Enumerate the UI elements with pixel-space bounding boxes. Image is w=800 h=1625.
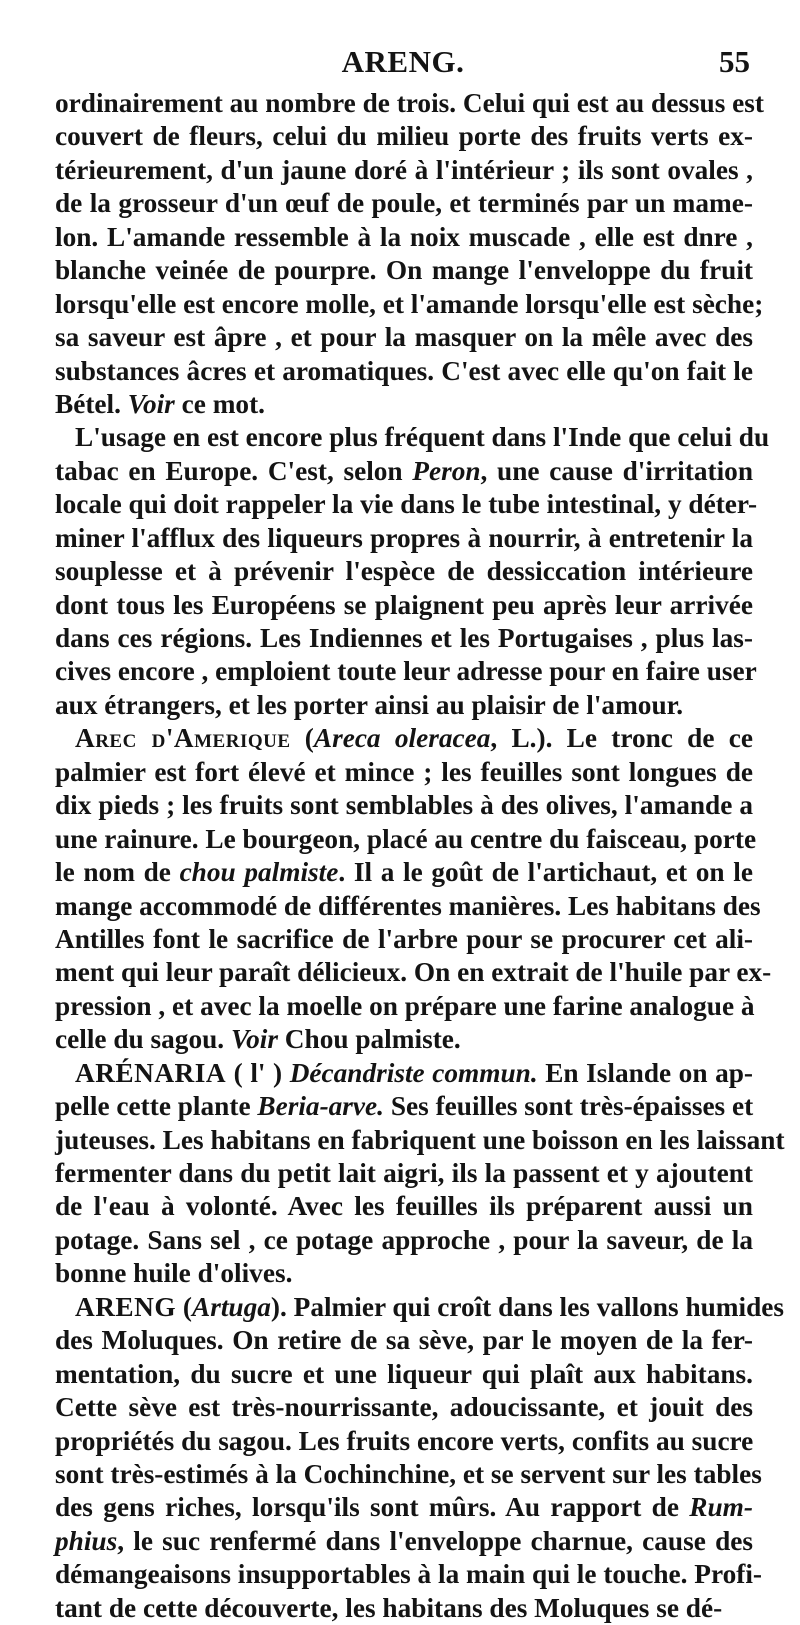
text-line bbox=[55, 1491, 753, 1524]
italic-text: Areca oleracea bbox=[313, 723, 491, 754]
text-line bbox=[55, 622, 753, 655]
text-run: tant de cette découverte, les habitans des Moluques se dé- bbox=[55, 1592, 723, 1623]
text-run: ( bbox=[290, 723, 314, 754]
text-run: Chou palmiste. bbox=[277, 1024, 461, 1055]
text-line bbox=[55, 388, 753, 421]
text-line bbox=[55, 421, 770, 454]
text-run: sont très-estimés à la Cochinchine, et se servent sur les tables bbox=[55, 1458, 762, 1489]
text-run: dont tous les Européens se plaignent peu après leur arrivée bbox=[55, 589, 753, 620]
text-line bbox=[55, 1558, 763, 1591]
text-run: miner l'afflux des liqueurs propres à nourrir, à entretenir la bbox=[55, 522, 753, 553]
text-line bbox=[55, 1157, 753, 1190]
text-line bbox=[55, 87, 765, 120]
text-line bbox=[55, 488, 758, 521]
text-run: dix pieds ; les fruits sont semblables à des olives, l'amande a bbox=[55, 790, 753, 821]
text-line bbox=[55, 655, 757, 688]
text-line bbox=[55, 1224, 753, 1257]
text-run: juteuses. Les habitans en fabriquent une boisson en les laissant bbox=[55, 1124, 785, 1155]
italic-text: phius bbox=[55, 1525, 118, 1556]
text-line bbox=[55, 522, 753, 555]
text-run: le nom de bbox=[55, 857, 180, 888]
text-run: mange accommodé de différentes manières. Les habitans des bbox=[55, 890, 761, 921]
text-run: . Il a le goût de l'artichaut, et on le bbox=[338, 857, 753, 888]
italic-text: Rum- bbox=[689, 1492, 753, 1523]
text-line bbox=[55, 856, 753, 889]
text-run: des Moluques. On retire de sa sève, par le moyen de la fer- bbox=[55, 1325, 753, 1356]
text-line bbox=[55, 321, 753, 354]
running-head bbox=[56, 44, 750, 84]
text-line bbox=[55, 1358, 753, 1391]
text-line bbox=[55, 1190, 753, 1223]
text-run: ment qui leur paraît délicieux. On en extrait de l'huile par ex- bbox=[55, 957, 772, 988]
text-line bbox=[55, 154, 753, 187]
text-line bbox=[55, 120, 753, 153]
text-run: L'usage en est encore plus fréquent dans l'Inde que celui du bbox=[75, 422, 770, 453]
text-line bbox=[55, 789, 753, 822]
text-run: blanche veinée de pourpre. On mange l'enveloppe du fruit bbox=[55, 255, 753, 286]
text-line bbox=[55, 689, 753, 722]
text-run: En Islande on ap- bbox=[537, 1057, 753, 1088]
text-run: potage. Sans sel , ce potage approche , pour la saveur, de la bbox=[55, 1224, 753, 1255]
text-run: ordinairement au nombre de trois. Celui qui est au dessus est bbox=[55, 88, 765, 118]
text-line bbox=[55, 1023, 753, 1056]
text-run: sa saveur est âpre , et pour la masquer on la mêle avec des bbox=[55, 322, 753, 353]
text-run: , le suc renfermé dans l'enveloppe charnue, cause des bbox=[117, 1525, 753, 1556]
text-line bbox=[55, 254, 753, 287]
text-line bbox=[55, 1124, 785, 1157]
text-run: démangeaisons insupportables à la main qui le touche. Profi- bbox=[55, 1559, 763, 1590]
text-run: lorsqu'elle est encore molle, et l'amande lorsqu'elle est sèche; bbox=[55, 288, 764, 319]
entry-heading: Arec d'Amerique bbox=[75, 723, 291, 754]
text-line bbox=[55, 722, 753, 755]
text-line bbox=[55, 756, 753, 789]
text-line bbox=[55, 1324, 753, 1357]
text-run: de l'eau à volonté. Avec les feuilles ils préparent aussi un bbox=[55, 1191, 753, 1222]
text-line bbox=[55, 187, 753, 220]
text-run: cives encore , emploient toute leur adresse pour en faire user bbox=[55, 656, 757, 687]
text-line bbox=[55, 355, 753, 388]
text-line bbox=[55, 589, 753, 622]
text-run: des gens riches, lorsqu'ils sont mûrs. Au rapport de bbox=[55, 1492, 690, 1523]
text-line bbox=[55, 1291, 785, 1324]
text-run: , une cause d'irritation bbox=[480, 455, 753, 486]
text-run: locale qui doit rappeler la vie dans le tube intestinal, y déter- bbox=[55, 489, 758, 520]
text-run: lon. L'amande ressemble à la noix muscade , elle est dnre , bbox=[55, 221, 753, 252]
text-run: ce mot. bbox=[174, 388, 265, 419]
text-run: ( l' ) bbox=[226, 1057, 290, 1088]
running-head-title: ARENG. bbox=[341, 44, 465, 79]
text-line bbox=[55, 1057, 753, 1090]
page-number: 55 bbox=[719, 44, 750, 79]
text-run: ( bbox=[176, 1291, 192, 1322]
text-run: propriétés du sagou. Les fruits encore verts, confits au sucre bbox=[55, 1425, 754, 1456]
text-run: Ses feuilles sont très-épaisses et bbox=[384, 1091, 754, 1122]
italic-text: Beria-arve. bbox=[257, 1091, 384, 1122]
body-text bbox=[55, 87, 785, 1625]
text-line bbox=[55, 990, 753, 1023]
italic-text: Décandriste commun. bbox=[289, 1057, 538, 1088]
text-line bbox=[55, 1525, 753, 1558]
text-line bbox=[55, 890, 761, 923]
text-run: tabac en Europe. C'est, selon bbox=[55, 455, 413, 486]
text-line bbox=[55, 923, 753, 956]
text-line bbox=[55, 823, 757, 856]
text-line bbox=[55, 555, 753, 588]
text-run: , L.). Le tronc de ce bbox=[490, 723, 753, 754]
text-run: substances âcres et aromatiques. C'est avec elle qu'on fait le bbox=[55, 355, 753, 386]
text-run: pelle cette plante bbox=[55, 1091, 258, 1122]
text-run: de la grosseur d'un œuf de poule, et terminés par un mame- bbox=[55, 188, 753, 219]
text-run: une rainure. Le bourgeon, placé au centre du faisceau, porte bbox=[55, 823, 757, 854]
text-line bbox=[55, 455, 753, 488]
text-run: Antilles font le sacrifice de l'arbre pour se procurer cet ali- bbox=[55, 923, 753, 954]
italic-text: Voir bbox=[127, 388, 175, 419]
text-line bbox=[55, 1090, 753, 1123]
entry-heading: ARENG bbox=[75, 1291, 177, 1322]
text-line bbox=[55, 288, 764, 321]
text-line bbox=[55, 221, 753, 254]
italic-text: chou palmiste bbox=[179, 857, 339, 888]
text-line bbox=[55, 1391, 753, 1424]
text-run: palmier est fort élevé et mince ; les feuilles sont longues de bbox=[55, 756, 753, 787]
text-run: mentation, du sucre et une liqueur qui plaît aux habitans. bbox=[55, 1358, 753, 1389]
text-run: pression , et avec la moelle on prépare une farine analogue à bbox=[55, 990, 755, 1021]
italic-text: Artuga bbox=[192, 1291, 271, 1322]
text-run: couvert de fleurs, celui du milieu porte des fruits verts ex- bbox=[55, 121, 753, 152]
text-run: aux étrangers, et les porter ainsi au plaisir de l'amour. bbox=[55, 689, 684, 720]
text-line bbox=[55, 1257, 753, 1290]
text-run: ). Palmier qui croît dans les vallons humides bbox=[270, 1291, 785, 1322]
text-line bbox=[55, 1425, 753, 1458]
italic-text: Voir bbox=[230, 1024, 278, 1055]
text-run: fermenter dans du petit lait aigri, ils la passent et y ajoutent bbox=[55, 1158, 753, 1188]
text-run: Bétel. bbox=[55, 388, 128, 419]
text-line bbox=[55, 956, 772, 989]
text-line bbox=[55, 1458, 762, 1491]
text-run: bonne huile d'olives. bbox=[55, 1258, 293, 1289]
text-run: térieurement, d'un jaune doré à l'intérieur ; ils sont ovales , bbox=[55, 154, 753, 185]
text-run: dans ces régions. Les Indiennes et les Portugaises , plus las- bbox=[55, 623, 753, 653]
entry-heading: ARÉNARIA bbox=[75, 1057, 227, 1088]
italic-text: Peron bbox=[412, 455, 481, 486]
text-run: souplesse et à prévenir l'espèce de dessiccation intérieure bbox=[55, 556, 753, 587]
text-run: celle du sagou. bbox=[55, 1024, 231, 1055]
text-run: Cette sève est très-nourrissante, adoucissante, et jouit des bbox=[55, 1392, 753, 1423]
text-line bbox=[55, 1592, 753, 1625]
